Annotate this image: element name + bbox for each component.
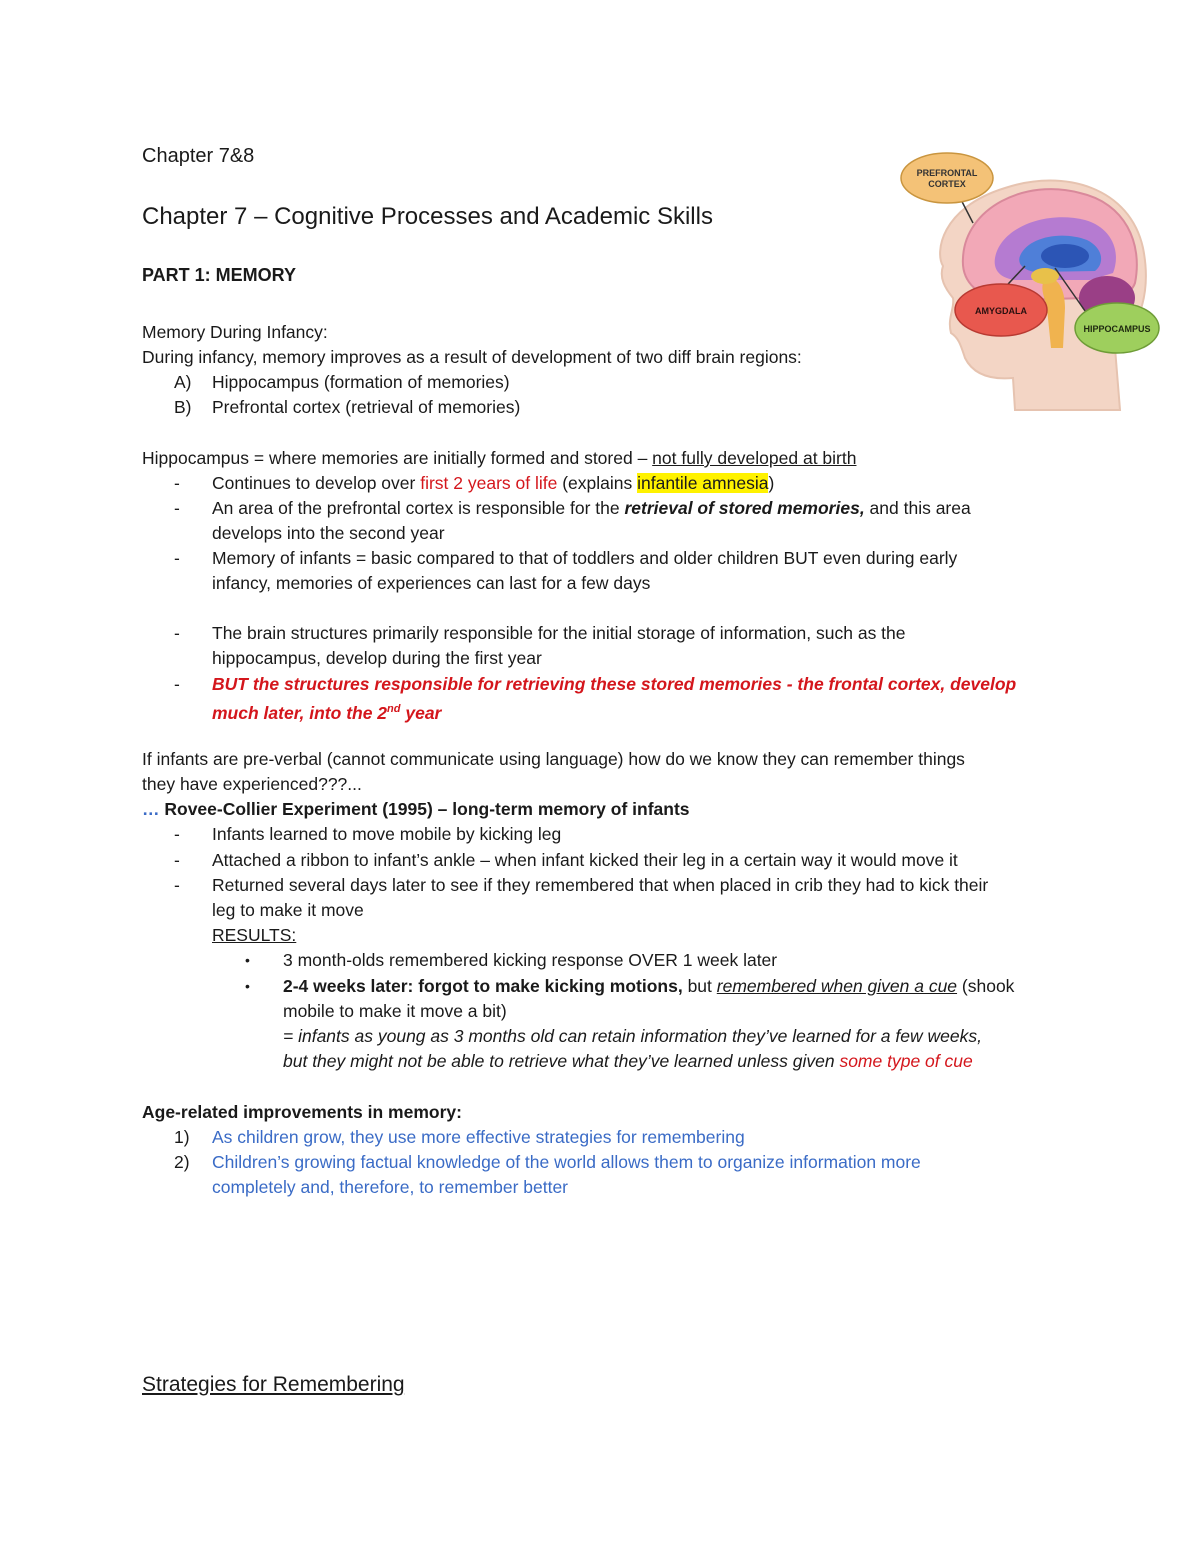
region-a-label: A)	[174, 372, 192, 392]
bullet2-text-a: An area of the prefrontal cortex is responsible for the	[212, 498, 625, 518]
bullet5-text-a: much later, into the 2	[212, 702, 388, 723]
result-2	[283, 974, 1014, 999]
result-2-line2: mobile to make it move a bit)	[283, 1001, 507, 1021]
strategies-heading: Strategies for Remembering	[142, 1373, 405, 1396]
conclusion-line1: = infants as young as 3 months old can retain information they’ve learned for a few weeks,	[283, 1026, 982, 1046]
thalamus	[1031, 268, 1059, 284]
experiment-title-text: Rovee-Collier Experiment (1995) – long-term memory of infants	[164, 799, 690, 819]
dash-5: -	[174, 674, 180, 694]
dash-1: -	[174, 473, 180, 493]
chapter-title: Chapter 7 – Cognitive Processes and Academic Skills	[142, 203, 713, 230]
improvements-heading: Age-related improvements in memory:	[142, 1102, 462, 1122]
hippocampus-bullet-3-line2: infancy, memories of experiences can last for a few days	[212, 573, 651, 593]
question-line1: If infants are pre-verbal (cannot communicate using language) how do we know they can remember things	[142, 749, 965, 769]
improvement-1-label: 1)	[174, 1127, 190, 1147]
dash-3: -	[174, 548, 180, 568]
infancy-intro: During infancy, memory improves as a result of development of two diff brain regions:	[142, 347, 802, 367]
result2-text-b: (shook	[957, 976, 1015, 996]
bullet1-text-b: (explains	[557, 473, 638, 493]
dash-7: -	[174, 850, 180, 870]
bullet5-superscript: nd	[387, 703, 401, 715]
title-ellipsis: …	[142, 799, 165, 819]
dash-2: -	[174, 498, 180, 518]
hippocampus-bullet-2	[212, 496, 971, 521]
hippocampus-bullet-4-line1: The brain structures primarily responsible for the initial storage of information, such as the	[212, 623, 906, 643]
remembered-with-cue: remembered when given a cue	[716, 976, 958, 996]
region-b-text: Prefrontal cortex (retrieval of memories)	[212, 397, 521, 417]
hippocampus-bullet-1	[212, 471, 774, 496]
experiment-step-2: Attached a ribbon to infant’s ankle – when infant kicked their leg in a certain way it would move it	[212, 850, 958, 870]
not-developed-at-birth: not fully developed at birth	[652, 448, 857, 468]
prefrontal-label-line2: CORTEX	[928, 179, 966, 189]
experiment-step-3-line1: Returned several days later to see if they remembered that when placed in crib they had to kick their	[212, 875, 989, 895]
region-b-label: B)	[174, 397, 192, 417]
brain-diagram	[895, 148, 1165, 413]
hippocampus-lead-text: Hippocampus = where memories are initially formed and stored –	[142, 448, 653, 468]
hippocampus-bullet-3-line1: Memory of infants = basic compared to that of toddlers and older children BUT even during early	[212, 548, 958, 568]
experiment-title	[142, 797, 690, 822]
results-label: RESULTS:	[212, 925, 297, 945]
hippocampus-label: HIPPOCAMPUS	[1083, 324, 1151, 334]
bullet1-text-c: )	[768, 473, 775, 493]
experiment-step-3-line2: leg to make it move	[212, 900, 364, 920]
result2-bold: 2-4 weeks later: forgot to make kicking motions,	[283, 976, 683, 996]
improvement-2-line2: completely and, therefore, to remember better	[212, 1177, 569, 1197]
retrieval-of-stored-memories: retrieval of stored memories,	[624, 498, 865, 518]
bullet5-text-b: year	[400, 702, 442, 723]
bullet2-text-b: and this area	[864, 498, 971, 518]
bullet1-text-a: Continues to develop over	[212, 473, 421, 493]
experiment-step-1: Infants learned to move mobile by kicking leg	[212, 824, 562, 844]
hippocampus-bullet-2-line2: develops into the second year	[212, 523, 445, 543]
improvement-2-label: 2)	[174, 1152, 190, 1172]
dash-8: -	[174, 875, 180, 895]
bullet-dot-2: •	[245, 978, 250, 994]
question-line2: they have experienced???...	[142, 774, 362, 794]
conclusion-line2	[283, 1049, 973, 1074]
hippocampus-bullet-5-line1: BUT the structures responsible for retrieving these stored memories - the frontal cortex, develop	[212, 674, 1017, 694]
bullet-dot-1: •	[245, 952, 250, 968]
result-1: 3 month-olds remembered kicking response OVER 1 week later	[283, 950, 778, 970]
hippocampus-bullet-5-line2	[212, 697, 441, 726]
hippocampus-lead	[142, 446, 856, 471]
infantile-amnesia-highlight: infantile amnesia	[637, 473, 769, 493]
improvement-2-line1: Children’s growing factual knowledge of the world allows them to organize information more	[212, 1152, 921, 1172]
infancy-heading: Memory During Infancy:	[142, 322, 328, 342]
dash-6: -	[174, 824, 180, 844]
amygdala-label: AMYGDALA	[975, 306, 1027, 316]
brain-core	[1041, 244, 1089, 268]
prefrontal-label-line1: PREFRONTAL	[916, 168, 978, 178]
part-title: PART 1: MEMORY	[142, 265, 297, 285]
region-a-text: Hippocampus (formation of memories)	[212, 372, 510, 392]
first-two-years: first 2 years of life	[420, 473, 558, 493]
improvement-1-text: As children grow, they use more effective strategies for remembering	[212, 1127, 745, 1147]
conclusion-text-a: but they might not be able to retrieve what they’ve learned unless given	[283, 1051, 840, 1071]
some-type-of-cue: some type of cue	[839, 1051, 973, 1071]
result2-text-a: but	[682, 976, 717, 996]
prefrontal-bubble	[901, 153, 993, 203]
hippocampus-bullet-4-line2: hippocampus, develop during the first year	[212, 648, 542, 668]
chapter-range: Chapter 7&8	[142, 145, 255, 167]
dash-4: -	[174, 623, 180, 643]
